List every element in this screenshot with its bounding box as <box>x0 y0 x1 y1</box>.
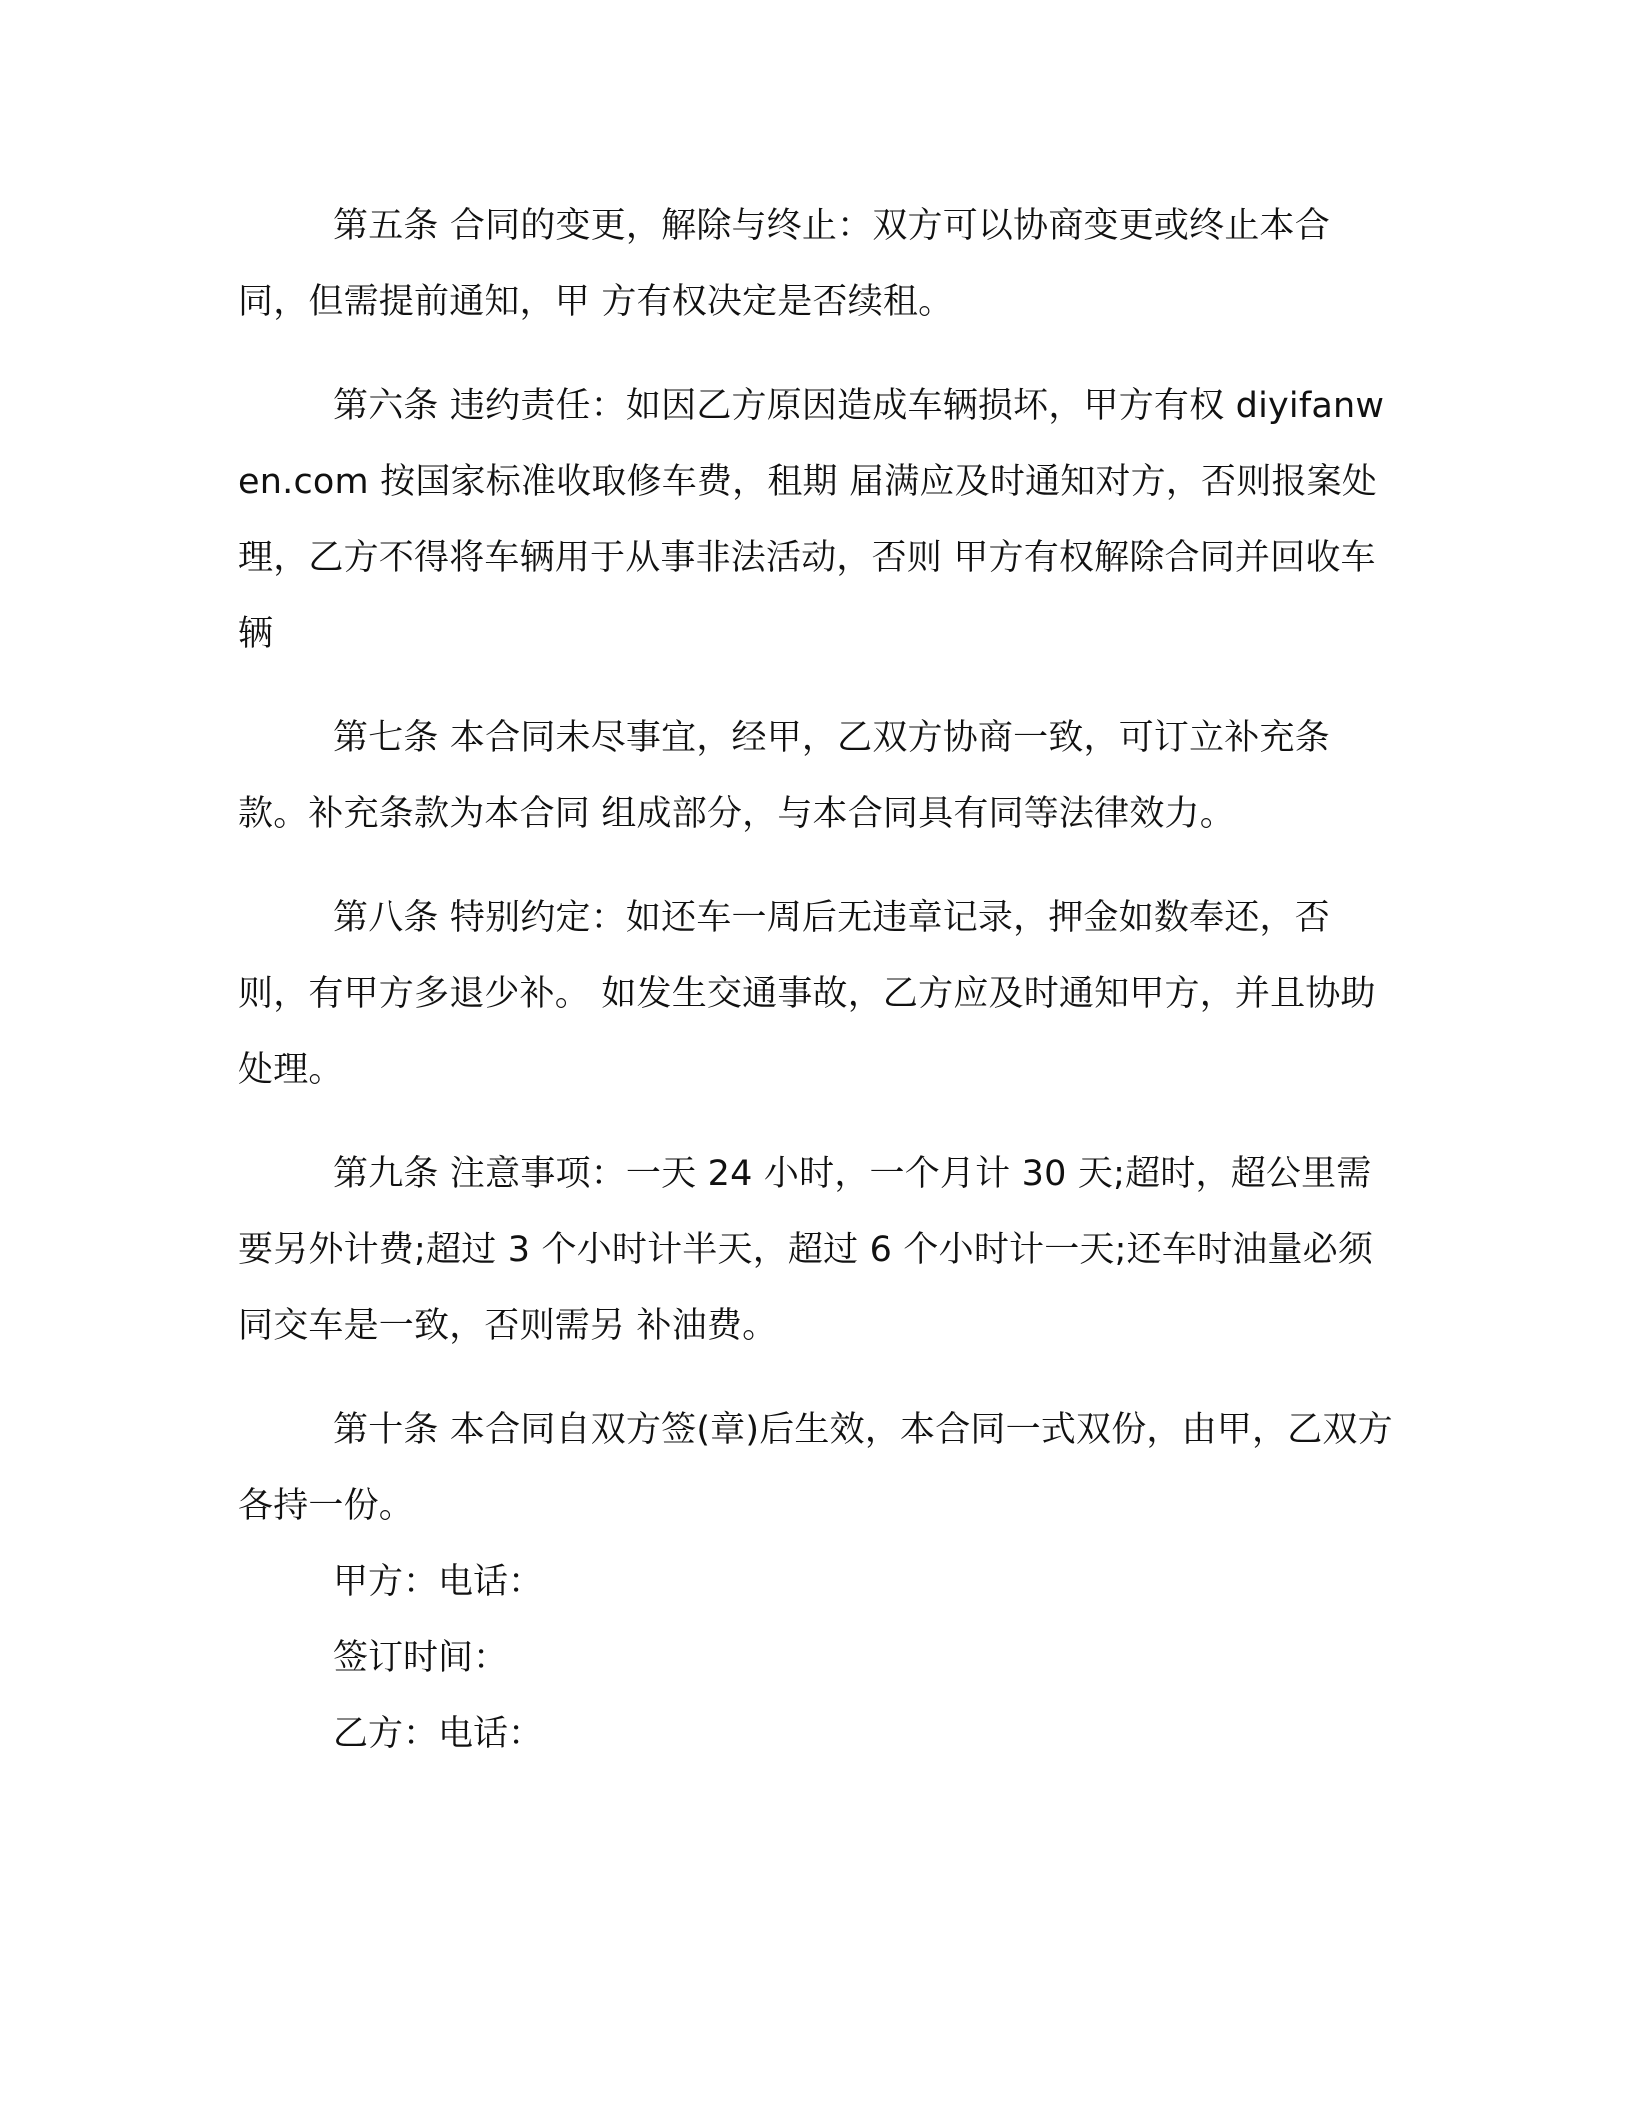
clause-6: 第六条 违约责任：如因乙方原因造成车辆损坏，甲方有权 diyifanwen.com 按国家标准收取修车费，租期 届满应及时通知对方，否则报案处理，乙方不得将车辆用于从事非法活动，否则 甲方有权解除合同并回收车辆 <box>238 386 1385 654</box>
signing-time-line: 签订时间： <box>333 1638 509 1678</box>
clause-9: 第九条 注意事项：一天 24 小时，一个月计 30 天;超时，超公里需要另外计费;超过 3 个小时计半天，超过 6 个小时计一天;还车时油量必须同交车是一致，否则需另 补油费。 <box>238 1154 1374 1346</box>
party-b-phone-line: 乙方：电话： <box>333 1714 544 1754</box>
party-a-phone-line: 甲方：电话： <box>333 1562 544 1602</box>
clause-5: 第五条 合同的变更，解除与终止：双方可以协商变更或终止本合同，但需提前通知，甲 方有权决定是否续租。 <box>238 206 1330 322</box>
document-body <box>238 188 1398 1772</box>
clause-7: 第七条 本合同未尽事宜，经甲，乙双方协商一致，可订立补充条款。补充条款为本合同 组成部分，与本合同具有同等法律效力。 <box>238 718 1330 834</box>
clause-10: 第十条 本合同自双方签(章)后生效，本合同一式双份，由甲，乙双方各持一份。 <box>238 1410 1393 1526</box>
clause-8: 第八条 特别约定：如还车一周后无违章记录，押金如数奉还，否则，有甲方多退少补。 如发生交通事故，乙方应及时通知甲方，并且协助处理。 <box>238 898 1376 1090</box>
